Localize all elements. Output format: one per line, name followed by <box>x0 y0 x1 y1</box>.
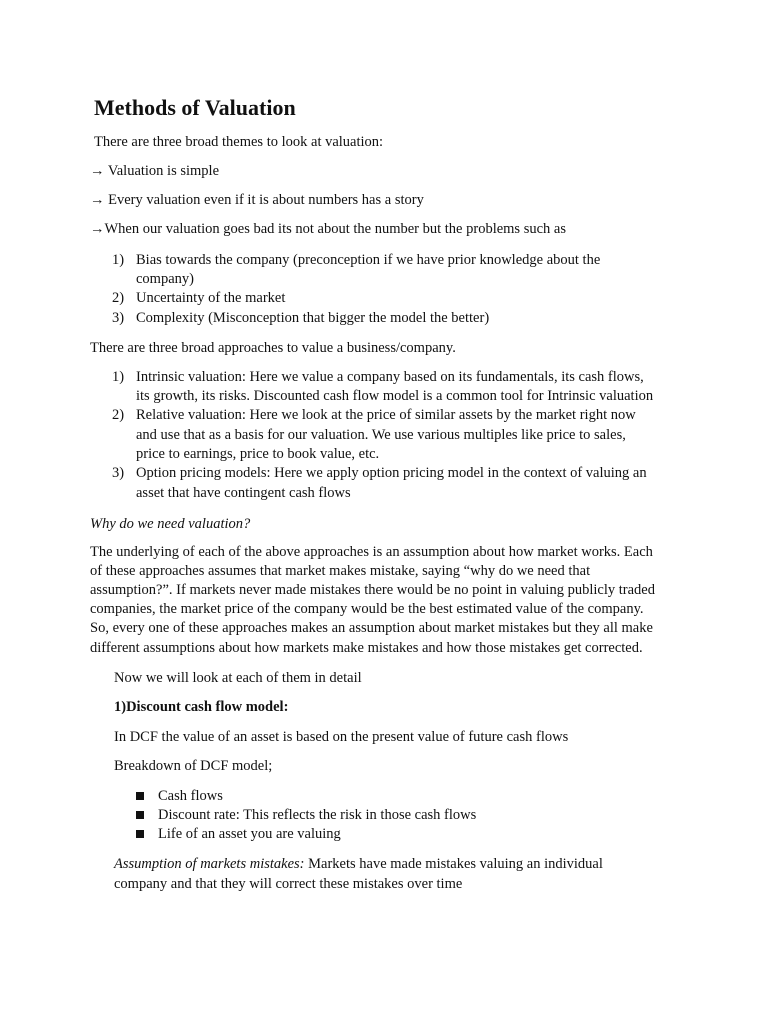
list-item-line: Relative valuation: Here we look at the price of similar assets by the market right now <box>136 407 636 423</box>
list-item-line: Option pricing models: Here we apply option pricing model in the context of valuing an <box>136 465 647 481</box>
detail-intro: Now we will look at each of them in detail <box>114 670 362 686</box>
arrow-item: →When our valuation goes bad its not about the number but the problems such as <box>90 221 566 237</box>
dcf-heading: 1)Discount cash flow model: <box>114 699 289 715</box>
list-item-line: its growth, its risks. Discounted cash flow model is a common tool for Intrinsic valuation <box>136 388 654 404</box>
list-item-line: Complexity (Misconception that bigger the model the better) <box>136 310 490 326</box>
arrow-item: → Valuation is simple <box>90 163 220 179</box>
bullet-square-icon <box>136 792 144 800</box>
list-number: 2) <box>112 290 125 306</box>
list-number: 3) <box>112 465 125 481</box>
arrow-item: → Every valuation even if it is about numbers has a story <box>90 192 424 208</box>
assumption-label: Assumption of markets mistakes: <box>114 856 305 872</box>
bullet-square-icon <box>136 830 144 838</box>
paragraph-line: So, every one of these approaches makes an assumption about market mistakes but they all make <box>90 620 653 636</box>
paragraph-line: of these approaches assumes that market makes mistake, saying “why do we need that <box>90 563 591 579</box>
approaches-intro: There are three broad approaches to value a business/company. <box>90 340 456 356</box>
list-item-line: Uncertainty of the market <box>136 290 286 306</box>
bullet-item: Discount rate: This reflects the risk in those cash flows <box>158 807 477 823</box>
list-number: 1) <box>112 369 125 385</box>
list-number: 1) <box>112 252 125 268</box>
bullet-item: Life of an asset you are valuing <box>158 826 341 842</box>
paragraph-line: companies, the market price of the company would be the best estimated value of the company. <box>90 601 644 617</box>
assumption-line <box>114 854 603 874</box>
bullet-square-icon <box>136 811 144 819</box>
list-item-line: and use that as a basis for our valuation. We use various multiples like price to sales, <box>136 427 626 443</box>
list-number: 3) <box>112 310 125 326</box>
intro-text: There are three broad themes to look at valuation: <box>94 134 384 150</box>
paragraph-line: assumption?”. If markets never made mistakes there would be no point in valuing publicly traded <box>90 582 655 598</box>
bullet-item: Cash flows <box>158 788 223 804</box>
dcf-breakdown: Breakdown of DCF model; <box>114 758 273 774</box>
assumption-text: Markets have made mistakes valuing an individual <box>304 856 603 872</box>
list-number: 2) <box>112 407 125 423</box>
assumption-line: company and that they will correct these mistakes over time <box>114 876 463 892</box>
dcf-definition: In DCF the value of an asset is based on the present value of future cash flows <box>114 729 569 745</box>
section-heading-why: Why do we need valuation? <box>90 516 251 532</box>
list-item-line: Intrinsic valuation: Here we value a company based on its fundamentals, its cash flows, <box>136 369 644 385</box>
list-item-line: Bias towards the company (preconception if we have prior knowledge about the <box>136 252 601 268</box>
list-item-line: price to earnings, price to book value, etc. <box>136 446 380 462</box>
paragraph-line: different assumptions about how markets make mistakes and how those mistakes get corrected. <box>90 640 643 656</box>
list-item-line: company) <box>136 271 194 287</box>
page-title: Methods of Valuation <box>94 95 296 120</box>
list-item-line: asset that have contingent cash flows <box>136 485 351 501</box>
paragraph-line: The underlying of each of the above approaches is an assumption about how market works. Each <box>90 544 653 560</box>
